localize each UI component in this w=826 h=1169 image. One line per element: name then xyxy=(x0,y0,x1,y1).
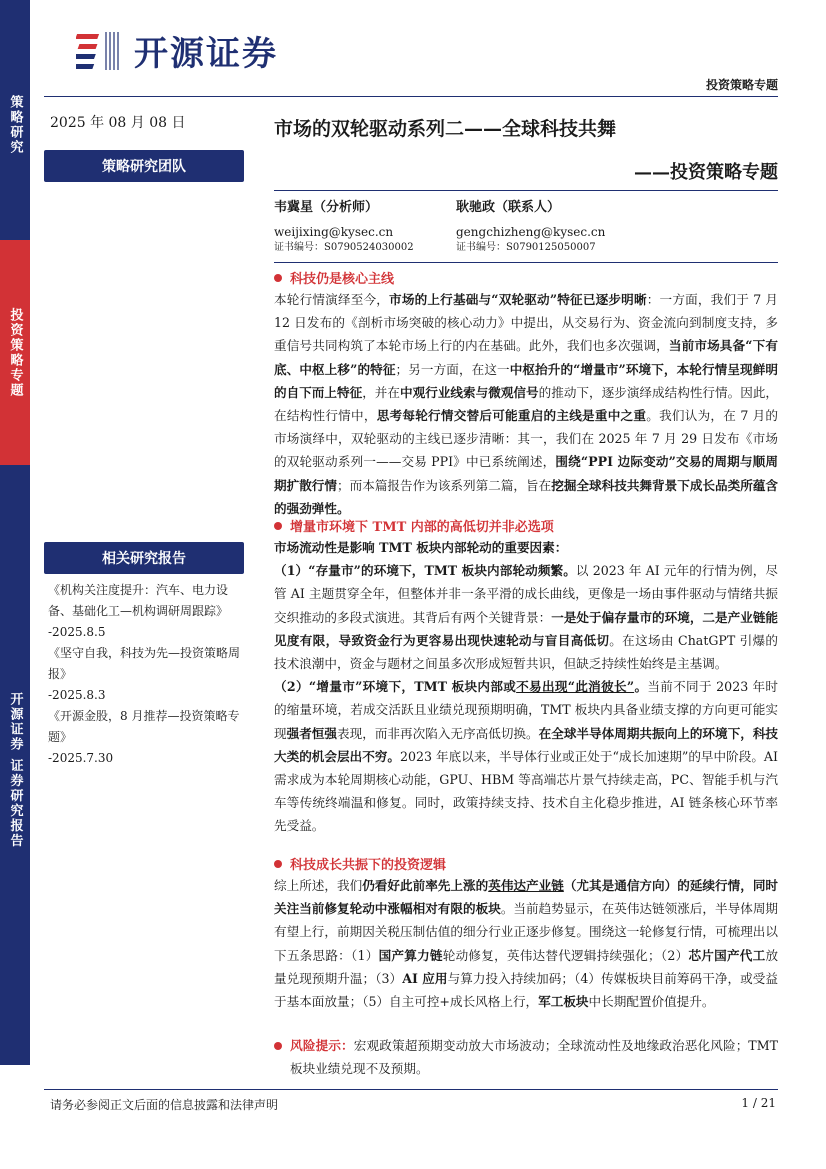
section-heading: 科技仍是核心主线 xyxy=(274,268,394,287)
footer-disclaimer: 请务必参阅正文后面的信息披露和法律声明 xyxy=(50,1098,279,1112)
footer-divider xyxy=(44,1089,778,1090)
author-name: 韦冀星（分析师） xyxy=(274,200,379,215)
author-email[interactable]: weijixing@kysec.cn xyxy=(274,225,394,239)
title-divider xyxy=(274,190,778,191)
bullet-icon xyxy=(274,860,282,868)
risk-warning: 风险提示：宏观政策超预期变动放大市场波动；全球流动性及地缘政治恶化风险；TMT 板块业绩兑现不及预期。 xyxy=(274,1034,778,1080)
section-body: 综上所述，我们仍看好此前率先上涨的英伟达产业链（尤其是通信方向）的延续行情，同时关注当前修复轮动中涨幅相对有限的板块。当前趋势显示，在英伟达链领涨后，半导体周期有望上行，前期因关税压制估值的细分行业正逐步修复。围绕这一轮修复行情，可梳理出以下五条思路：（1）国产算力链轮动修复，英伟达替代逻辑持续强化；（2）芯片国产代工放量兑现预期升温；（3）AI 应用与算力投入持续加码；（4）传媒板块目前筹码干净，或受益于基本面放量；（5）自主可控+成长风格上行，军工板块中长期配置价值提升。 xyxy=(274,878,779,1010)
brand-logo xyxy=(76,26,278,74)
report-category-tag: 投资策略专题 xyxy=(705,78,778,92)
bullet-icon xyxy=(274,522,282,530)
related-reports-list xyxy=(48,580,248,769)
author-cert: 证书编号：S0790125050007 xyxy=(456,242,596,253)
team-label: 策略研究团队 xyxy=(44,150,244,182)
page-number: 1 / 21 xyxy=(741,1096,776,1110)
report-subtitle: ——投资策略专题 xyxy=(634,162,778,183)
section-heading: 增量市环境下 TMT 内部的高低切并非必选项 xyxy=(274,516,554,535)
related-reports-label: 相关研究报告 xyxy=(44,542,244,574)
authors-divider xyxy=(274,262,778,263)
sidebar-band-topic: 投资策略专题 xyxy=(0,240,30,465)
sidebar-band-brand: 开源证券 证券研究报告 xyxy=(0,465,30,1065)
section-body: 本轮行情演绎至今，市场的上行基础与“双轮驱动”特征已逐步明晰：一方面，我们于 7 月 12 日发布的《剖析市场突破的核心动力》中提出，从交易行为、资金流向到制度支持，多重信号共同构筑了本轮市场上行的内在基础。此外，我们也多次强调，当前市场具备“下有底、中枢上移”的特征；另一方面，在这一中枢抬升的“增量市”环境下，本轮行情呈现鲜明的自下而上特征，并在中观行业线索与微观信号的推动下，逐步演绎成结构性行情。因此，在结构性行情中，思考每轮行情交替后可能重启的主线是重中之重。我们认为，在 7 月的市场演绎中，双轮驱动的主线已逐步清晰：其一，我们在 2025 年 7 月 29 日发布《市场的双轮驱动系列一——交易 PPI》中已系统阐述，围绕“PPI 边际变动”交易的周期与顺周期扩散行情；而本篇报告作为该系列第二篇，旨在挖掘全球科技共舞背景下成长品类所蕴含的强劲弹性。 xyxy=(274,292,779,516)
author-card xyxy=(456,200,605,256)
section-heading: 科技成长共振下的投资逻辑 xyxy=(274,854,446,873)
header-divider xyxy=(44,96,778,97)
section-body: 市场流动性是影响 TMT 板块内部轮动的重要因素： （1）“存量市”的环境下，TMT 板块内部轮动频繁。以 2023 年 AI 元年的行情为例，尽管 AI 主题贯穿全年，但整体并非一条平滑的成长曲线，更像是一场由事件驱动与情绪共振交织推动的多段式演进。其背后有两个关键背景：一是处于偏存量市的环境，二是产业链能见度有限，导致资金行为更容易出现快速轮动与盲目高低切。在这场由 ChatGPT 引爆的技术浪潮中，资金与题材之间虽多次形成短暂共识，但缺乏持续性始终是主基调。 （2）“增量市”环境下，TMT 板块内部或不易出现“此消彼长”。当前不同于 2023 年时的缩量环境，若成交活跃且业绩兑现预期明确，TMT 板块内具备业绩支撑的方向更可能实现强者恒强表现，而非再次陷入无序高低切换。在全球半导体周期共振向上的环境下，科技大类的机会层出不穷。2023 年底以来，半导体行业或正处于“成长加速期”的早中阶段。AI 需求成为本轮周期核心动能，GPU、HBM 等高端芯片景气持续走高，PC、智能手机与汽车等传统终端温和修复。同时，政策持续支持、技术自主化稳步推进，AI 链条核心环节率先受益。 xyxy=(274,540,779,834)
related-report-title[interactable]: 《开源金股，8 月推荐—投资策略专题》 xyxy=(48,709,240,744)
author-email[interactable]: gengchizheng@kysec.cn xyxy=(456,225,606,239)
related-report-date: -2025.8.5 xyxy=(48,625,106,639)
sidebar-band-strategy: 策略研究 xyxy=(0,0,30,240)
bullet-icon xyxy=(274,274,282,282)
report-date: 2025 年 08 月 08 日 xyxy=(50,115,186,131)
related-report-title[interactable]: 《机构关注度提升：汽车、电力设备、基础化工—机构调研周跟踪》 xyxy=(48,583,229,618)
brand-name: 开源证券 xyxy=(134,33,278,74)
related-report-title[interactable]: 《坚守自我，科技为先—投资策略周报》 xyxy=(48,646,241,681)
related-report-date: -2025.8.3 xyxy=(48,688,106,702)
author-cert: 证书编号：S0790524030002 xyxy=(274,242,414,253)
bullet-icon xyxy=(274,1042,282,1050)
related-report-date: -2025.7.30 xyxy=(48,751,114,765)
report-title: 市场的双轮驱动系列二——全球科技共舞 xyxy=(274,118,617,140)
logo-mark-icon xyxy=(76,26,124,74)
author-card xyxy=(274,200,414,256)
author-name: 耿驰政（联系人） xyxy=(456,200,561,215)
